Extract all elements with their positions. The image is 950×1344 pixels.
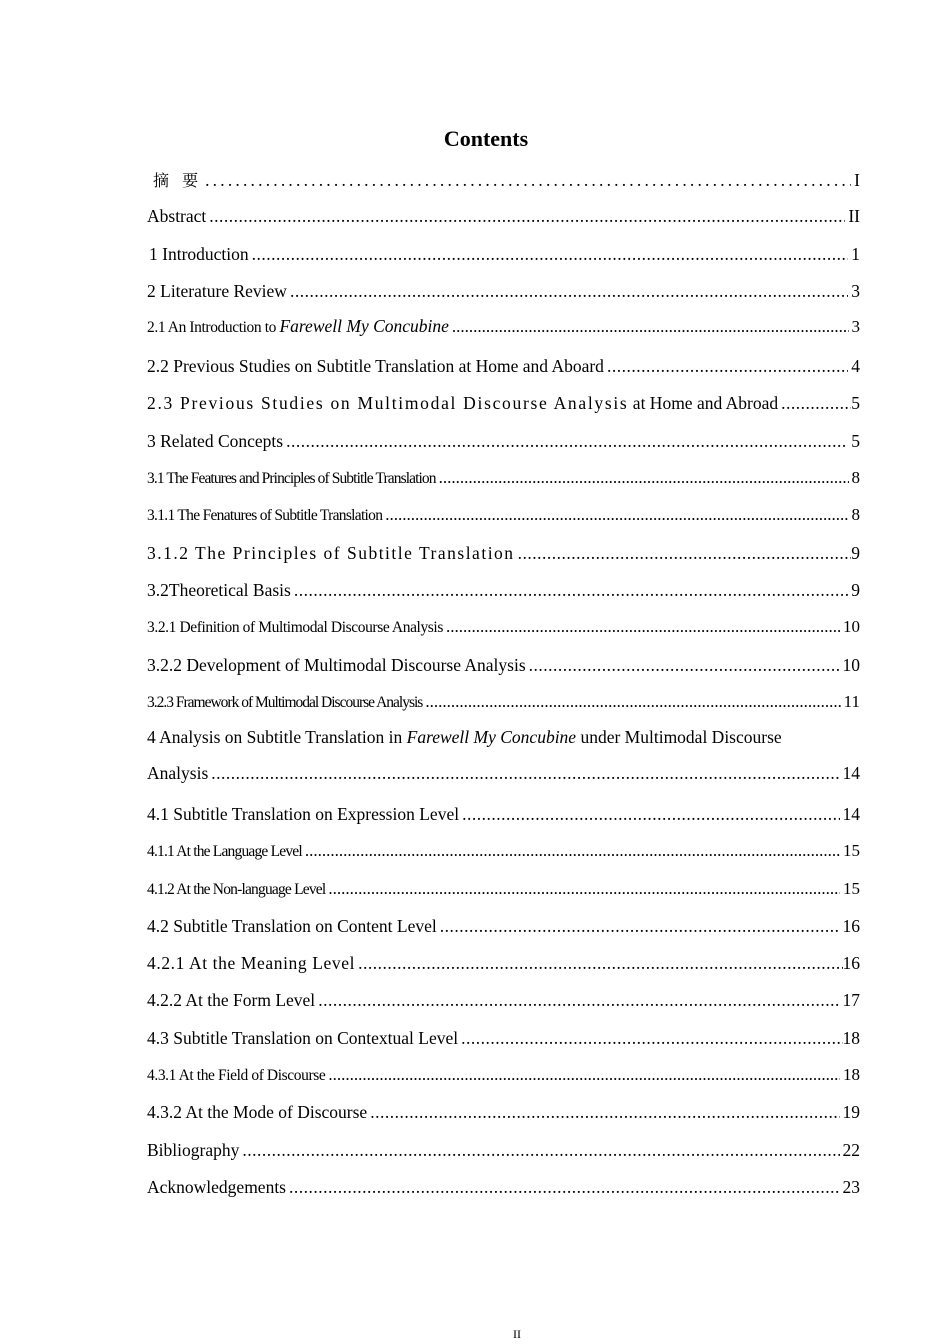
leader-dots — [446, 617, 840, 637]
toc-entry-page: 15 — [843, 841, 860, 860]
leader-dots — [318, 990, 839, 1011]
leader-dots — [242, 1140, 839, 1161]
toc-entry-2-2[interactable] — [147, 356, 860, 382]
toc-entry-text: 3.2.1 Definition of Multimodal Discourse Analysis — [147, 619, 443, 636]
toc-entry-3-2-1[interactable] — [147, 617, 860, 643]
toc-entry-text — [147, 316, 449, 337]
toc-entry-text-rest: at Home and Abroad — [628, 393, 779, 413]
toc-entry-page: 22 — [842, 1140, 860, 1160]
toc-entry-page: 18 — [843, 1065, 860, 1084]
leader-dots — [205, 170, 851, 191]
toc-entry-text: 3.2.3 Framework of Multimodal Discourse Analysis — [147, 694, 423, 711]
toc-entry-text: 3.1.2 The Principles of Subtitle Translation — [147, 543, 515, 563]
toc-entry-3-2-2[interactable] — [147, 655, 860, 681]
leader-dots — [305, 841, 840, 861]
toc-entry-page: 17 — [842, 990, 860, 1010]
toc-entry-3-1[interactable] — [147, 468, 860, 494]
toc-entry-text: 2.2 Previous Studies on Subtitle Translation at Home and Aboard — [147, 356, 604, 376]
toc-entry-3-2-3[interactable] — [147, 692, 860, 718]
toc-entry-4-line1[interactable] — [147, 727, 860, 748]
toc-entry-bibliography[interactable] — [147, 1140, 860, 1166]
toc-entry-text: 3 Related Concepts — [147, 431, 284, 451]
toc-entry-related-concepts[interactable] — [147, 431, 860, 457]
page-number-footer: II — [513, 1327, 521, 1341]
toc-entry-page: 1 — [851, 244, 860, 264]
toc-entry-text: 3.2.2 Development of Multimodal Discourse Analysis — [147, 655, 526, 675]
leader-dots — [425, 692, 840, 712]
toc-entry-4-line2[interactable] — [147, 763, 860, 789]
toc-entry-page: 5 — [851, 431, 860, 451]
toc-entry-text: 2 Literature Review — [147, 281, 287, 301]
toc-entry-text: 4.3 Subtitle Translation on Contextual Level — [147, 1028, 459, 1048]
toc-entry-text: 摘 要 — [153, 171, 203, 190]
toc-entry-page: 10 — [843, 617, 860, 636]
leader-dots — [252, 244, 849, 265]
toc-entry-page: 8 — [851, 468, 860, 487]
toc-entry-page: 9 — [851, 543, 860, 563]
toc-entry-4-3-2[interactable] — [147, 1102, 860, 1128]
toc-entry-text: Acknowledgements — [147, 1177, 286, 1197]
leader-dots — [461, 1028, 842, 1049]
toc-entry-4-3-1[interactable] — [147, 1065, 860, 1091]
toc-entry-4-1-1[interactable] — [147, 841, 860, 867]
toc-entry-4-1[interactable] — [147, 804, 860, 830]
film-title-italic: Farewell My Concubine — [279, 316, 449, 336]
toc-entry-page: 11 — [843, 692, 860, 711]
toc-entry-3-1-1[interactable] — [147, 505, 860, 531]
toc-entry-3-1-2[interactable] — [147, 543, 860, 569]
toc-entry-page: 16 — [842, 953, 860, 973]
toc-entry-text: 3.2Theoretical Basis — [147, 580, 291, 600]
toc-entry-text: 4.1.1 At the Language Level — [147, 843, 302, 860]
toc-entry-page: 15 — [843, 879, 860, 898]
toc-entry-text: 4.1 Subtitle Translation on Expression Level — [147, 804, 460, 824]
toc-entry-page: I — [854, 170, 860, 190]
leader-dots — [358, 953, 842, 974]
toc-entry-introduction[interactable] — [147, 244, 860, 270]
toc-entry-page: 14 — [842, 804, 860, 824]
toc-entry-text: 4.2.2 At the Form Level — [147, 990, 316, 1010]
leader-dots — [440, 916, 840, 937]
leader-dots — [529, 655, 840, 676]
toc-entry-page: 19 — [842, 1102, 860, 1122]
leader-dots — [607, 356, 848, 377]
toc-entry-page: 23 — [842, 1177, 860, 1197]
toc-entry-text-prefix: 2.1 An Introduction to — [147, 319, 280, 336]
toc-entry-text: 4.1.2 At the Non-language Level — [147, 881, 326, 898]
toc-entry-page: 18 — [842, 1028, 860, 1048]
toc-entry-text: 4.2 Subtitle Translation on Content Level — [147, 916, 437, 936]
toc-entry-page: 3 — [851, 281, 860, 301]
toc-entry-page: II — [848, 206, 860, 226]
leader-dots — [290, 281, 848, 302]
leader-dots — [385, 505, 848, 525]
toc-entry-4-3[interactable] — [147, 1028, 860, 1054]
toc-entry-text-prefix: 4 Analysis on Subtitle Translation in — [147, 727, 407, 747]
toc-entry-4-1-2[interactable] — [147, 879, 860, 905]
toc-entry-abstract[interactable] — [147, 206, 860, 232]
leader-dots — [328, 1065, 840, 1085]
toc-entry-text-wide: 2.3 Previous Studies on Multimodal Discourse Analysis — [147, 393, 629, 413]
toc-entry-2-1[interactable] — [147, 316, 860, 342]
toc-entry-text: Analysis — [147, 763, 209, 783]
toc-entry-text — [147, 393, 778, 414]
leader-dots — [781, 393, 851, 414]
toc-entry-4-2-1[interactable] — [147, 953, 860, 979]
toc-entry-text: Abstract — [147, 206, 207, 226]
leader-dots — [439, 468, 849, 488]
toc-entry-text: Bibliography — [147, 1140, 240, 1160]
leader-dots — [294, 580, 848, 601]
toc-entry-abstract-cn[interactable] — [147, 168, 860, 194]
toc-entry-page: 8 — [851, 505, 860, 524]
toc-entry-page: 10 — [842, 655, 860, 675]
toc-entry-page: 14 — [842, 763, 860, 783]
leader-dots — [209, 206, 845, 227]
toc-entry-page: 5 — [851, 393, 860, 413]
leader-dots — [289, 1177, 840, 1198]
toc-entry-text: 1 Introduction — [149, 244, 249, 264]
toc-entry-text: 4.3.1 At the Field of Discourse — [147, 1067, 326, 1084]
toc-entry-text: 3.1.1 The Fenatures of Subtitle Translation — [147, 507, 383, 524]
toc-entry-text: 3.1 The Features and Principles of Subtitle Translation — [147, 470, 436, 487]
leader-dots — [462, 804, 839, 825]
film-title-italic: Farewell My Concubine — [406, 727, 577, 747]
toc-entry-text: 4.2.1 At the Meaning Level — [147, 953, 356, 973]
toc-entry-page: 9 — [851, 580, 860, 600]
toc-entry-4-2-2[interactable] — [147, 990, 860, 1016]
toc-entry-text: 4.3.2 At the Mode of Discourse — [147, 1102, 368, 1122]
page-title: Contents — [443, 126, 529, 151]
leader-dots — [211, 763, 839, 784]
leader-dots — [286, 431, 848, 452]
toc-entry-3-2[interactable] — [147, 580, 860, 606]
toc-entry-4-2[interactable] — [147, 916, 860, 942]
leader-dots — [452, 317, 849, 337]
toc-entry-acknowledgements[interactable] — [147, 1177, 860, 1203]
toc-entry-page: 4 — [851, 356, 860, 376]
leader-dots — [328, 879, 840, 899]
toc-entry-2-3[interactable] — [147, 393, 860, 419]
toc-entry-page: 16 — [842, 916, 860, 936]
toc-entry-text-suffix: under Multimodal Discourse — [576, 727, 782, 747]
leader-dots — [370, 1102, 839, 1123]
toc-entry-page: 3 — [851, 317, 860, 336]
toc-entry-literature-review[interactable] — [147, 281, 860, 307]
leader-dots — [518, 543, 852, 564]
